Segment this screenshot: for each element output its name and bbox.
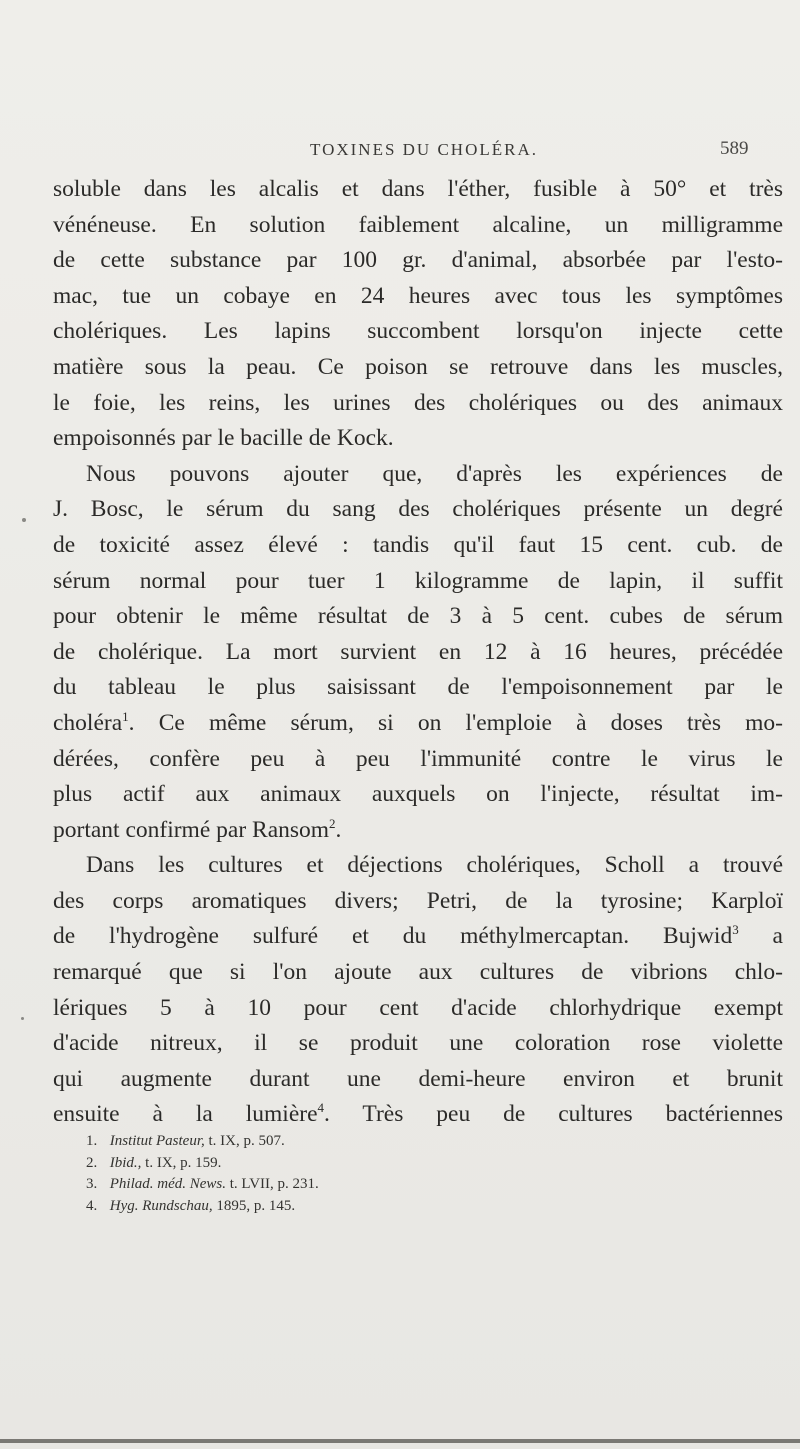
text-span: de l'hydrogène sulfuré et du méthylmercaptan. Bujwid — [53, 923, 733, 950]
text-line: des corps aromatiques divers; Petri, de la tyrosine; Karploï — [53, 887, 783, 914]
footnote-number: 4. — [86, 1197, 98, 1214]
footnotes — [86, 1131, 686, 1217]
footnote-ref: 3 — [732, 922, 739, 938]
text-line: dérées, confère peu à peu l'immunité contre le virus le — [53, 745, 783, 772]
footnote-detail: t. IX, p. 507. — [204, 1133, 285, 1149]
text-line: vénéneuse. En solution faiblement alcaline, un milligramme — [53, 211, 783, 238]
scan-edge-rule — [0, 1439, 800, 1443]
footnote-detail: t. IX, p. 159. — [141, 1154, 222, 1171]
text-line: de cette substance par 100 gr. d'animal, absorbée par l'esto- — [53, 247, 783, 274]
text-line: empoisonnés par le bacille de Kock. — [53, 425, 394, 452]
text-span: . Ce même sérum, si on l'emploie à doses très mo- — [128, 709, 783, 736]
text-line: Dans les cultures et déjections cholériques, Scholl a trouvé — [86, 852, 783, 879]
footnote-source: Ibid., — [109, 1154, 142, 1171]
page-number: 589 — [720, 138, 749, 159]
text-line: mac, tue un cobaye en 24 heures avec tous les symptômes — [53, 282, 783, 309]
text-line: d'acide nitreux, il se produit une coloration rose violette — [53, 1030, 783, 1057]
text-line: plus actif aux animaux auxquels on l'injecte, résultat im- — [53, 781, 783, 808]
text-line: soluble dans les alcalis et dans l'éther, fusible à 50° et très — [53, 176, 783, 202]
text-line — [53, 1097, 783, 1133]
footnote-detail: 1895, p. 145. — [212, 1197, 296, 1214]
text-line: cholériques. Les lapins succombent lorsqu'on injecte cette — [53, 318, 783, 345]
footnote — [86, 1174, 686, 1196]
footnote-source: Hyg. Rundschau, — [109, 1197, 213, 1214]
footnote-ref: 4 — [317, 1100, 325, 1116]
text-line: de cholérique. La mort survient en 12 à 16 heures, précédée — [53, 638, 783, 665]
footnote — [86, 1153, 686, 1175]
running-title: TOXINES DU CHOLÉRA. — [310, 140, 538, 159]
text-line: remarqué que si l'on ajoute aux cultures de vibrions chlo- — [53, 959, 783, 986]
footnote-ref: 2 — [329, 815, 336, 831]
text-line — [53, 813, 783, 849]
text-span: choléra — [53, 709, 123, 736]
text-span: . — [335, 816, 342, 843]
text-span: ensuite à la lumière — [53, 1101, 318, 1128]
text-line: sérum normal pour tuer 1 kilogramme de lapin, il suffit — [53, 567, 783, 594]
text-line: qui augmente durant une demi-heure environ et brunit — [53, 1065, 783, 1092]
footnote-source: Institut Pasteur, — [109, 1133, 205, 1149]
text-line — [53, 919, 783, 955]
text-line: pour obtenir le même résultat de 3 à 5 cent. cubes de sérum — [53, 603, 783, 630]
footnote-number: 2. — [86, 1154, 98, 1171]
text-line: de toxicité assez élevé : tandis qu'il faut 15 cent. cub. de — [53, 531, 783, 558]
text-span: . Très peu de cultures bactériennes — [324, 1101, 784, 1128]
text-line: matière sous la peau. Ce poison se retrouve dans les muscles, — [53, 353, 783, 380]
print-speck — [21, 1017, 24, 1020]
body-text — [53, 172, 783, 1133]
print-speck — [22, 518, 26, 522]
text-span: portant confirmé par Ransom — [53, 816, 330, 843]
text-line: du tableau le plus saisissant de l'empoisonnement par le — [53, 674, 783, 701]
text-span: a — [738, 923, 783, 950]
text-line: Nous pouvons ajouter que, d'après les expériences de — [86, 460, 783, 487]
footnote-number: 1. — [86, 1133, 98, 1149]
footnote — [86, 1196, 686, 1218]
text-line: lériques 5 à 10 pour cent d'acide chlorhydrique exempt — [53, 994, 783, 1021]
footnote-source: Philad. méd. News. — [109, 1176, 226, 1192]
footnote-number: 3. — [86, 1176, 98, 1192]
footnote — [86, 1131, 686, 1153]
footnote-detail: t. LVII, p. 231. — [226, 1176, 319, 1192]
text-line: J. Bosc, le sérum du sang des cholériques présente un degré — [53, 496, 783, 523]
footnote-ref: 1 — [122, 708, 129, 724]
text-line — [53, 706, 783, 742]
text-line: le foie, les reins, les urines des cholériques ou des animaux — [53, 389, 783, 416]
